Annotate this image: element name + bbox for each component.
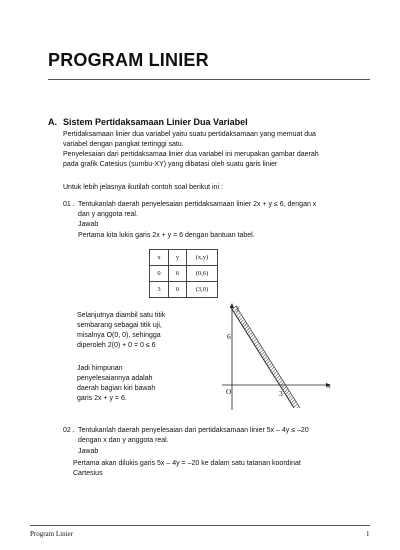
explain-line-2: sembarang sebagai titik uji, — [77, 322, 162, 329]
q2-jawab: Jawab — [78, 448, 99, 455]
q2-step-2: Cartesius — [73, 470, 103, 477]
x-axis-label: x — [327, 381, 331, 390]
value-table — [149, 249, 218, 298]
page-number: 1 — [366, 530, 370, 538]
origin-label: O — [226, 387, 232, 396]
q1-jawab: Jawab — [78, 221, 99, 228]
q1-text-2: dan y anggota real. — [78, 211, 138, 218]
explain-line-3: misalnya O(0, 0), sehingga — [77, 332, 161, 339]
x-intercept-label: 3 — [279, 389, 283, 398]
title-divider — [48, 79, 370, 80]
section-number: A. — [48, 117, 57, 127]
band-edge — [236, 306, 300, 408]
q1-text: Tentukanlah daerah penyelesaian pertidaksamaan linier 2x + y ≤ 6, dengan x — [78, 201, 317, 208]
conclusion-line-3: daerah bagian kiri bawah — [77, 385, 156, 392]
q1-number: 01 . — [63, 201, 75, 208]
inequality-graph — [210, 300, 340, 415]
conclusion-line-4: garis 2x + y = 6. — [77, 395, 127, 402]
page-title: PROGRAM LINIER — [48, 50, 209, 70]
table-row — [150, 266, 218, 282]
table-cell: (0,6) — [187, 266, 218, 282]
explain-line-4: diperoleh 2(0) + 0 = 0 ≤ 6 — [77, 342, 156, 349]
y-intercept-label: 6 — [227, 332, 231, 341]
table-cell: 6 — [169, 266, 187, 282]
footer-title: Program Linier — [30, 530, 73, 538]
intro-line-3: Penyelesaian dari pertidaksamaa linier dua variabel ini merupakan gambar daerah — [63, 151, 319, 158]
table-cell: (3,0) — [187, 282, 218, 298]
table-cell: 0 — [169, 282, 187, 298]
q2-number: 02 . — [63, 427, 75, 434]
intro-line-2: variabel dengan pangkat tertinggi satu. — [63, 141, 184, 148]
table-header-y: y — [169, 250, 187, 266]
footer-divider — [30, 525, 370, 526]
table-header-row — [150, 250, 218, 266]
explain-line-1: Selanjutnya diambil satu titik — [77, 312, 166, 319]
conclusion-line-1: Jadi himpunan — [77, 365, 123, 372]
table-cell: 0 — [150, 266, 169, 282]
q2-text-2: dengan x dan y anggota real. — [78, 437, 169, 444]
table-cell: 3 — [150, 282, 169, 298]
lead-text: Untuk lebih jelasnya ikutilah contoh soal berikut ini : — [63, 184, 223, 191]
table-header-x: x — [150, 250, 169, 266]
intro-line-4: pada grafik Catesius (sumbu-XY) yang dibatasi oleh suatu garis linier — [63, 161, 278, 168]
shaded-band — [230, 306, 300, 408]
q2-text: Tentukanlah daerah penyelesaian dari pertidaksamaan linier 5x – 4y ≤ –20 — [78, 427, 309, 434]
table-header-xy: (x,y) — [187, 250, 218, 266]
section-heading: Sistem Pertidaksamaan Linier Dua Variabel — [63, 117, 248, 127]
table-row — [150, 282, 218, 298]
y-axis-label: y — [236, 303, 240, 312]
q2-step: Pertama akan dilukis garis 5x – 4y = –20 ke dalam satu tatanan koordinat — [73, 460, 301, 467]
boundary-line — [230, 306, 294, 408]
q1-step: Pertama kita lukis garis 2x + y = 6 dengan bantuan tabel. — [78, 232, 255, 239]
conclusion-line-2: penyelesaiannya adalah — [77, 375, 153, 382]
intro-line-1: Pertidaksamaan linier dua variabel yaitu suatu pertidaksamaan yang memuat dua — [63, 131, 316, 138]
